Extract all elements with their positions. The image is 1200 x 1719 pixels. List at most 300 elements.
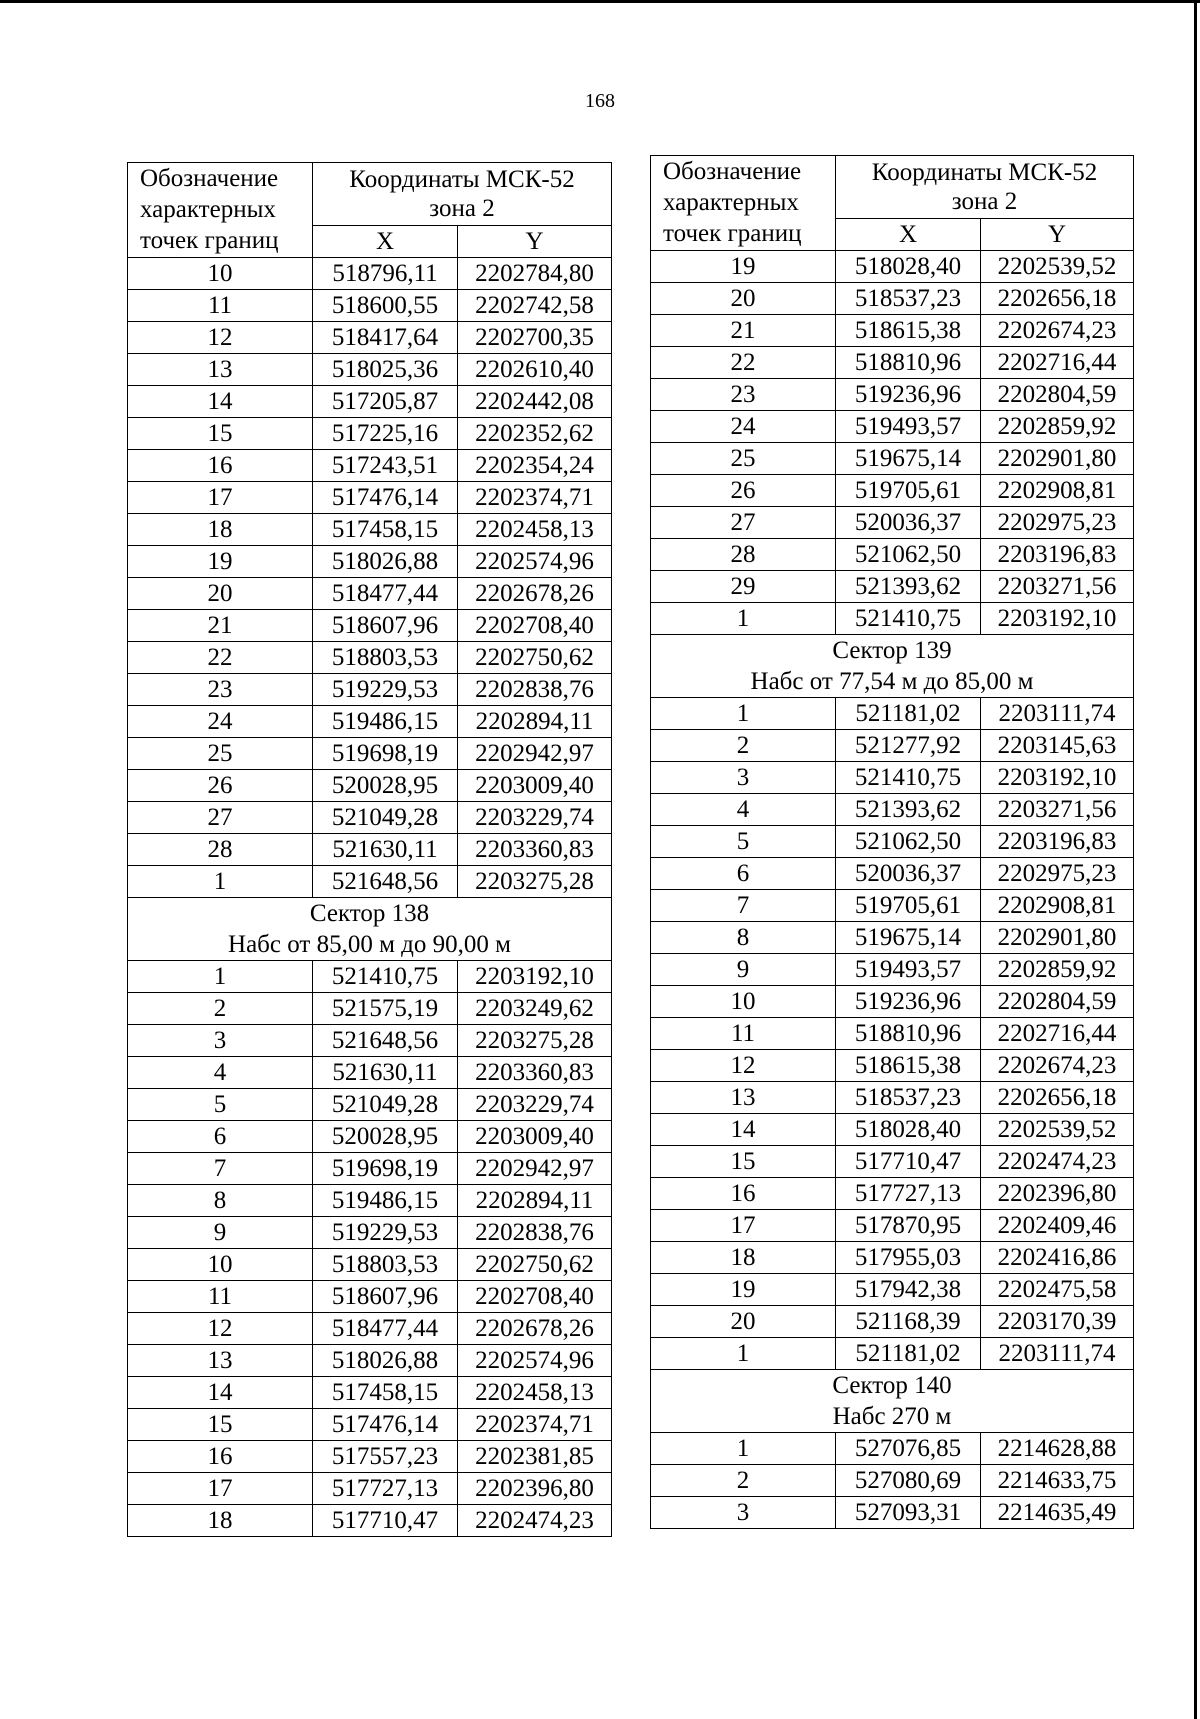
table-row xyxy=(651,571,1134,603)
point-number: 1 xyxy=(128,961,313,993)
x-coordinate: 518537,23 xyxy=(836,1082,981,1114)
point-number: 10 xyxy=(128,1249,313,1281)
x-coordinate: 519229,53 xyxy=(313,674,458,706)
y-coordinate: 2203111,74 xyxy=(981,1338,1134,1370)
y-coordinate: 2202716,44 xyxy=(981,1018,1134,1050)
table-row xyxy=(128,1217,612,1249)
x-coordinate: 519486,15 xyxy=(313,1185,458,1217)
x-coordinate: 518600,55 xyxy=(313,290,458,322)
x-coordinate: 517870,95 xyxy=(836,1210,981,1242)
y-coordinate: 2202859,92 xyxy=(981,411,1134,443)
table-row xyxy=(128,354,612,386)
table-row xyxy=(651,411,1134,443)
point-number: 26 xyxy=(128,770,313,802)
table-row xyxy=(128,738,612,770)
table-row xyxy=(128,418,612,450)
page-number: 168 xyxy=(585,90,615,112)
y-coordinate: 2203275,28 xyxy=(458,866,612,898)
point-number: 9 xyxy=(128,1217,313,1249)
point-number: 19 xyxy=(651,251,836,283)
point-number: 16 xyxy=(128,1441,313,1473)
right-coordinates-table xyxy=(650,155,1133,1529)
y-coordinate: 2202708,40 xyxy=(458,610,612,642)
y-coordinate: 2202352,62 xyxy=(458,418,612,450)
table-row xyxy=(128,674,612,706)
y-coordinate: 2203229,74 xyxy=(458,1089,612,1121)
y-coordinate: 2203360,83 xyxy=(458,834,612,866)
point-number: 11 xyxy=(651,1018,836,1050)
point-number: 13 xyxy=(651,1082,836,1114)
point-number: 9 xyxy=(651,954,836,986)
sector-140-rows xyxy=(651,1433,1134,1529)
point-number: 12 xyxy=(651,1050,836,1082)
point-number: 16 xyxy=(651,1178,836,1210)
y-coordinate: 2202908,81 xyxy=(981,475,1134,507)
x-coordinate: 518537,23 xyxy=(836,283,981,315)
x-coordinate: 517727,13 xyxy=(313,1473,458,1505)
table-row xyxy=(651,1018,1134,1050)
table-row xyxy=(651,1210,1134,1242)
table-row xyxy=(128,1249,612,1281)
point-number: 20 xyxy=(128,578,313,610)
x-coordinate: 518417,64 xyxy=(313,322,458,354)
point-number: 18 xyxy=(651,1242,836,1274)
y-coordinate: 2202678,26 xyxy=(458,1313,612,1345)
x-coordinate: 521277,92 xyxy=(836,730,981,762)
y-coordinate: 2202539,52 xyxy=(981,1114,1134,1146)
point-number: 17 xyxy=(128,482,313,514)
sector-subtitle: Набс от 77,54 м до 85,00 м xyxy=(750,668,1034,695)
x-coordinate: 518025,36 xyxy=(313,354,458,386)
table-row xyxy=(651,858,1134,890)
header-coordinates: Координаты МСК-52 зона 2 xyxy=(836,156,1134,219)
header-y: Y xyxy=(981,219,1134,251)
point-number: 18 xyxy=(128,1505,313,1537)
table-row xyxy=(651,762,1134,794)
y-coordinate: 2202750,62 xyxy=(458,642,612,674)
x-coordinate: 521575,19 xyxy=(313,993,458,1025)
x-coordinate: 519705,61 xyxy=(836,890,981,922)
point-number: 1 xyxy=(651,603,836,635)
header-x: X xyxy=(313,226,458,258)
x-coordinate: 520036,37 xyxy=(836,858,981,890)
point-number: 10 xyxy=(651,986,836,1018)
x-coordinate: 521410,75 xyxy=(836,762,981,794)
x-coordinate: 519229,53 xyxy=(313,1217,458,1249)
x-coordinate: 519675,14 xyxy=(836,443,981,475)
table-row xyxy=(128,1345,612,1377)
x-coordinate: 518026,88 xyxy=(313,1345,458,1377)
point-number: 19 xyxy=(128,546,313,578)
y-coordinate: 2203249,62 xyxy=(458,993,612,1025)
x-coordinate: 518803,53 xyxy=(313,1249,458,1281)
y-coordinate: 2202374,71 xyxy=(458,1409,612,1441)
y-coordinate: 2202656,18 xyxy=(981,283,1134,315)
x-coordinate: 519705,61 xyxy=(836,475,981,507)
y-coordinate: 2214635,49 xyxy=(981,1497,1134,1529)
point-number: 2 xyxy=(128,993,313,1025)
right-rows-main xyxy=(651,251,1134,635)
point-number: 27 xyxy=(651,507,836,539)
table-row xyxy=(128,802,612,834)
table-row xyxy=(651,730,1134,762)
table-row xyxy=(128,1409,612,1441)
sector-138-header xyxy=(128,898,612,961)
table-row xyxy=(128,610,612,642)
x-coordinate: 519493,57 xyxy=(836,954,981,986)
x-coordinate: 518477,44 xyxy=(313,1313,458,1345)
point-number: 4 xyxy=(651,794,836,826)
table-row xyxy=(651,443,1134,475)
x-coordinate: 527076,85 xyxy=(836,1433,981,1465)
x-coordinate: 518796,11 xyxy=(313,258,458,290)
point-number: 24 xyxy=(651,411,836,443)
x-coordinate: 521648,56 xyxy=(313,1025,458,1057)
table-row xyxy=(128,322,612,354)
point-number: 12 xyxy=(128,322,313,354)
table-row xyxy=(651,1433,1134,1465)
scan-edge-right xyxy=(1194,0,1197,1719)
y-coordinate: 2202838,76 xyxy=(458,674,612,706)
y-coordinate: 2202574,96 xyxy=(458,546,612,578)
x-coordinate: 517476,14 xyxy=(313,1409,458,1441)
y-coordinate: 2202804,59 xyxy=(981,379,1134,411)
point-number: 25 xyxy=(128,738,313,770)
x-coordinate: 517710,47 xyxy=(313,1505,458,1537)
x-coordinate: 517225,16 xyxy=(313,418,458,450)
point-number: 17 xyxy=(128,1473,313,1505)
sector-title: Сектор 139 xyxy=(832,637,952,664)
x-coordinate: 517955,03 xyxy=(836,1242,981,1274)
y-coordinate: 2202716,44 xyxy=(981,347,1134,379)
y-coordinate: 2202396,80 xyxy=(458,1473,612,1505)
y-coordinate: 2202396,80 xyxy=(981,1178,1134,1210)
point-number: 23 xyxy=(128,674,313,706)
table-row xyxy=(651,315,1134,347)
point-number: 12 xyxy=(128,1313,313,1345)
point-number: 4 xyxy=(128,1057,313,1089)
sector-139-rows xyxy=(651,698,1134,1370)
y-coordinate: 2203196,83 xyxy=(981,826,1134,858)
y-coordinate: 2202708,40 xyxy=(458,1281,612,1313)
y-coordinate: 2202656,18 xyxy=(981,1082,1134,1114)
y-coordinate: 2203192,10 xyxy=(458,961,612,993)
table-row xyxy=(128,514,612,546)
point-number: 2 xyxy=(651,1465,836,1497)
sector-title: Сектор 138 xyxy=(309,900,430,927)
table-row xyxy=(651,890,1134,922)
y-coordinate: 2214628,88 xyxy=(981,1433,1134,1465)
y-coordinate: 2203360,83 xyxy=(458,1057,612,1089)
point-number: 22 xyxy=(651,347,836,379)
table-row xyxy=(128,1505,612,1537)
y-coordinate: 2203229,74 xyxy=(458,802,612,834)
point-number: 18 xyxy=(128,514,313,546)
y-coordinate: 2202442,08 xyxy=(458,386,612,418)
x-coordinate: 519698,19 xyxy=(313,738,458,770)
y-coordinate: 2202539,52 xyxy=(981,251,1134,283)
header-coordinates: Координаты МСК-52 зона 2 xyxy=(313,163,612,226)
y-coordinate: 2202838,76 xyxy=(458,1217,612,1249)
y-coordinate: 2203111,74 xyxy=(981,698,1134,730)
point-number: 20 xyxy=(651,283,836,315)
point-number: 16 xyxy=(128,450,313,482)
table-row xyxy=(651,1242,1134,1274)
table-row xyxy=(651,1274,1134,1306)
point-number: 13 xyxy=(128,1345,313,1377)
y-coordinate: 2202574,96 xyxy=(458,1345,612,1377)
y-coordinate: 2202674,23 xyxy=(981,1050,1134,1082)
y-coordinate: 2202859,92 xyxy=(981,954,1134,986)
point-number: 5 xyxy=(128,1089,313,1121)
table-row xyxy=(128,290,612,322)
x-coordinate: 517557,23 xyxy=(313,1441,458,1473)
point-number: 14 xyxy=(128,1377,313,1409)
x-coordinate: 518477,44 xyxy=(313,578,458,610)
x-coordinate: 518028,40 xyxy=(836,251,981,283)
table-row xyxy=(128,1185,612,1217)
x-coordinate: 521393,62 xyxy=(836,794,981,826)
y-coordinate: 2202975,23 xyxy=(981,507,1134,539)
header-x: X xyxy=(836,219,981,251)
x-coordinate: 517942,38 xyxy=(836,1274,981,1306)
table-row xyxy=(651,475,1134,507)
x-coordinate: 521062,50 xyxy=(836,539,981,571)
table-row xyxy=(128,1089,612,1121)
table-row xyxy=(128,770,612,802)
table-row xyxy=(651,1114,1134,1146)
sector-subtitle: Набс от 85,00 м до 90,00 м xyxy=(228,931,511,958)
point-number: 22 xyxy=(128,642,313,674)
x-coordinate: 527080,69 xyxy=(836,1465,981,1497)
point-number: 21 xyxy=(128,610,313,642)
table-row xyxy=(651,826,1134,858)
table-row xyxy=(651,1082,1134,1114)
sector-139-header xyxy=(651,635,1134,698)
y-coordinate: 2203275,28 xyxy=(458,1025,612,1057)
point-number: 5 xyxy=(651,826,836,858)
point-number: 1 xyxy=(128,866,313,898)
left-rows-main xyxy=(128,258,612,898)
point-number: 24 xyxy=(128,706,313,738)
point-number: 17 xyxy=(651,1210,836,1242)
point-number: 10 xyxy=(128,258,313,290)
point-number: 2 xyxy=(651,730,836,762)
y-coordinate: 2202474,23 xyxy=(981,1146,1134,1178)
table-row xyxy=(651,1146,1134,1178)
y-coordinate: 2202901,80 xyxy=(981,922,1134,954)
table-row xyxy=(128,1281,612,1313)
x-coordinate: 517727,13 xyxy=(836,1178,981,1210)
sector-140-header xyxy=(651,1370,1134,1433)
x-coordinate: 521410,75 xyxy=(836,603,981,635)
table-row xyxy=(651,954,1134,986)
point-number: 1 xyxy=(651,1433,836,1465)
x-coordinate: 521062,50 xyxy=(836,826,981,858)
x-coordinate: 521168,39 xyxy=(836,1306,981,1338)
point-number: 3 xyxy=(651,762,836,794)
point-number: 28 xyxy=(128,834,313,866)
point-number: 11 xyxy=(128,290,313,322)
table-row xyxy=(128,258,612,290)
x-coordinate: 519698,19 xyxy=(313,1153,458,1185)
table-row xyxy=(128,1473,612,1505)
table-row xyxy=(128,1121,612,1153)
point-number: 19 xyxy=(651,1274,836,1306)
y-coordinate: 2203192,10 xyxy=(981,762,1134,794)
table-row xyxy=(128,834,612,866)
x-coordinate: 519675,14 xyxy=(836,922,981,954)
table-row xyxy=(651,539,1134,571)
table-row xyxy=(651,986,1134,1018)
y-coordinate: 2202804,59 xyxy=(981,986,1134,1018)
sector-subtitle: Набс 270 м xyxy=(832,1403,952,1430)
x-coordinate: 518810,96 xyxy=(836,347,981,379)
table-row xyxy=(651,283,1134,315)
x-coordinate: 521393,62 xyxy=(836,571,981,603)
y-coordinate: 2203009,40 xyxy=(458,1121,612,1153)
table-row xyxy=(651,379,1134,411)
y-coordinate: 2202975,23 xyxy=(981,858,1134,890)
sector-title: Сектор 140 xyxy=(832,1372,952,1399)
header-point-designation: Обозначение характерных точек границ xyxy=(128,163,313,258)
y-coordinate: 2203271,56 xyxy=(981,794,1134,826)
table-row xyxy=(128,961,612,993)
y-coordinate: 2202678,26 xyxy=(458,578,612,610)
x-coordinate: 517243,51 xyxy=(313,450,458,482)
x-coordinate: 517458,15 xyxy=(313,514,458,546)
point-number: 15 xyxy=(128,1409,313,1441)
point-number: 7 xyxy=(128,1153,313,1185)
x-coordinate: 527093,31 xyxy=(836,1497,981,1529)
table-row xyxy=(651,507,1134,539)
y-coordinate: 2202894,11 xyxy=(458,706,612,738)
table-row xyxy=(128,450,612,482)
table-row xyxy=(128,1025,612,1057)
point-number: 14 xyxy=(651,1114,836,1146)
x-coordinate: 521049,28 xyxy=(313,802,458,834)
y-coordinate: 2202416,86 xyxy=(981,1242,1134,1274)
header-y: Y xyxy=(458,226,612,258)
x-coordinate: 518607,96 xyxy=(313,610,458,642)
point-number: 3 xyxy=(128,1025,313,1057)
table-row xyxy=(128,482,612,514)
table-row xyxy=(651,1306,1134,1338)
table-row xyxy=(651,1465,1134,1497)
table-row xyxy=(128,1377,612,1409)
y-coordinate: 2202901,80 xyxy=(981,443,1134,475)
y-coordinate: 2202610,40 xyxy=(458,354,612,386)
point-number: 26 xyxy=(651,475,836,507)
table-row xyxy=(651,603,1134,635)
point-number: 13 xyxy=(128,354,313,386)
point-number: 1 xyxy=(651,1338,836,1370)
x-coordinate: 521410,75 xyxy=(313,961,458,993)
y-coordinate: 2202742,58 xyxy=(458,290,612,322)
point-number: 20 xyxy=(651,1306,836,1338)
y-coordinate: 2202942,97 xyxy=(458,1153,612,1185)
y-coordinate: 2214633,75 xyxy=(981,1465,1134,1497)
table-row xyxy=(128,386,612,418)
table-row xyxy=(651,1178,1134,1210)
table-row xyxy=(128,1441,612,1473)
x-coordinate: 519236,96 xyxy=(836,379,981,411)
header-point-designation: Обозначение характерных точек границ xyxy=(651,156,836,251)
x-coordinate: 518026,88 xyxy=(313,546,458,578)
table-row xyxy=(128,642,612,674)
x-coordinate: 518028,40 xyxy=(836,1114,981,1146)
y-coordinate: 2202458,13 xyxy=(458,514,612,546)
table-row xyxy=(651,1497,1134,1529)
y-coordinate: 2202475,58 xyxy=(981,1274,1134,1306)
y-coordinate: 2202894,11 xyxy=(458,1185,612,1217)
x-coordinate: 520028,95 xyxy=(313,770,458,802)
table-row xyxy=(651,347,1134,379)
point-number: 29 xyxy=(651,571,836,603)
table-row xyxy=(128,1057,612,1089)
y-coordinate: 2202674,23 xyxy=(981,315,1134,347)
table-row xyxy=(128,993,612,1025)
x-coordinate: 517205,87 xyxy=(313,386,458,418)
x-coordinate: 518810,96 xyxy=(836,1018,981,1050)
scan-edge-top xyxy=(0,0,1200,3)
x-coordinate: 518607,96 xyxy=(313,1281,458,1313)
y-coordinate: 2202381,85 xyxy=(458,1441,612,1473)
x-coordinate: 521181,02 xyxy=(836,698,981,730)
table-row xyxy=(128,578,612,610)
x-coordinate: 521049,28 xyxy=(313,1089,458,1121)
point-number: 6 xyxy=(128,1121,313,1153)
table-row xyxy=(651,922,1134,954)
x-coordinate: 521630,11 xyxy=(313,834,458,866)
point-number: 7 xyxy=(651,890,836,922)
point-number: 11 xyxy=(128,1281,313,1313)
y-coordinate: 2203170,39 xyxy=(981,1306,1134,1338)
table-row xyxy=(128,1313,612,1345)
sector-138-rows xyxy=(128,961,612,1537)
point-number: 27 xyxy=(128,802,313,834)
y-coordinate: 2202700,35 xyxy=(458,322,612,354)
table-row xyxy=(651,698,1134,730)
y-coordinate: 2202458,13 xyxy=(458,1377,612,1409)
y-coordinate: 2202942,97 xyxy=(458,738,612,770)
x-coordinate: 520028,95 xyxy=(313,1121,458,1153)
y-coordinate: 2203145,63 xyxy=(981,730,1134,762)
x-coordinate: 518615,38 xyxy=(836,1050,981,1082)
y-coordinate: 2203192,10 xyxy=(981,603,1134,635)
x-coordinate: 520036,37 xyxy=(836,507,981,539)
point-number: 21 xyxy=(651,315,836,347)
x-coordinate: 521181,02 xyxy=(836,1338,981,1370)
table-row xyxy=(651,794,1134,826)
x-coordinate: 521630,11 xyxy=(313,1057,458,1089)
y-coordinate: 2203009,40 xyxy=(458,770,612,802)
table-row xyxy=(651,1338,1134,1370)
x-coordinate: 518615,38 xyxy=(836,315,981,347)
y-coordinate: 2202908,81 xyxy=(981,890,1134,922)
left-coordinates-table xyxy=(127,162,611,1537)
point-number: 15 xyxy=(128,418,313,450)
y-coordinate: 2202750,62 xyxy=(458,1249,612,1281)
y-coordinate: 2202374,71 xyxy=(458,482,612,514)
point-number: 6 xyxy=(651,858,836,890)
point-number: 3 xyxy=(651,1497,836,1529)
x-coordinate: 518803,53 xyxy=(313,642,458,674)
table-row xyxy=(651,251,1134,283)
y-coordinate: 2203196,83 xyxy=(981,539,1134,571)
x-coordinate: 519493,57 xyxy=(836,411,981,443)
y-coordinate: 2202474,23 xyxy=(458,1505,612,1537)
